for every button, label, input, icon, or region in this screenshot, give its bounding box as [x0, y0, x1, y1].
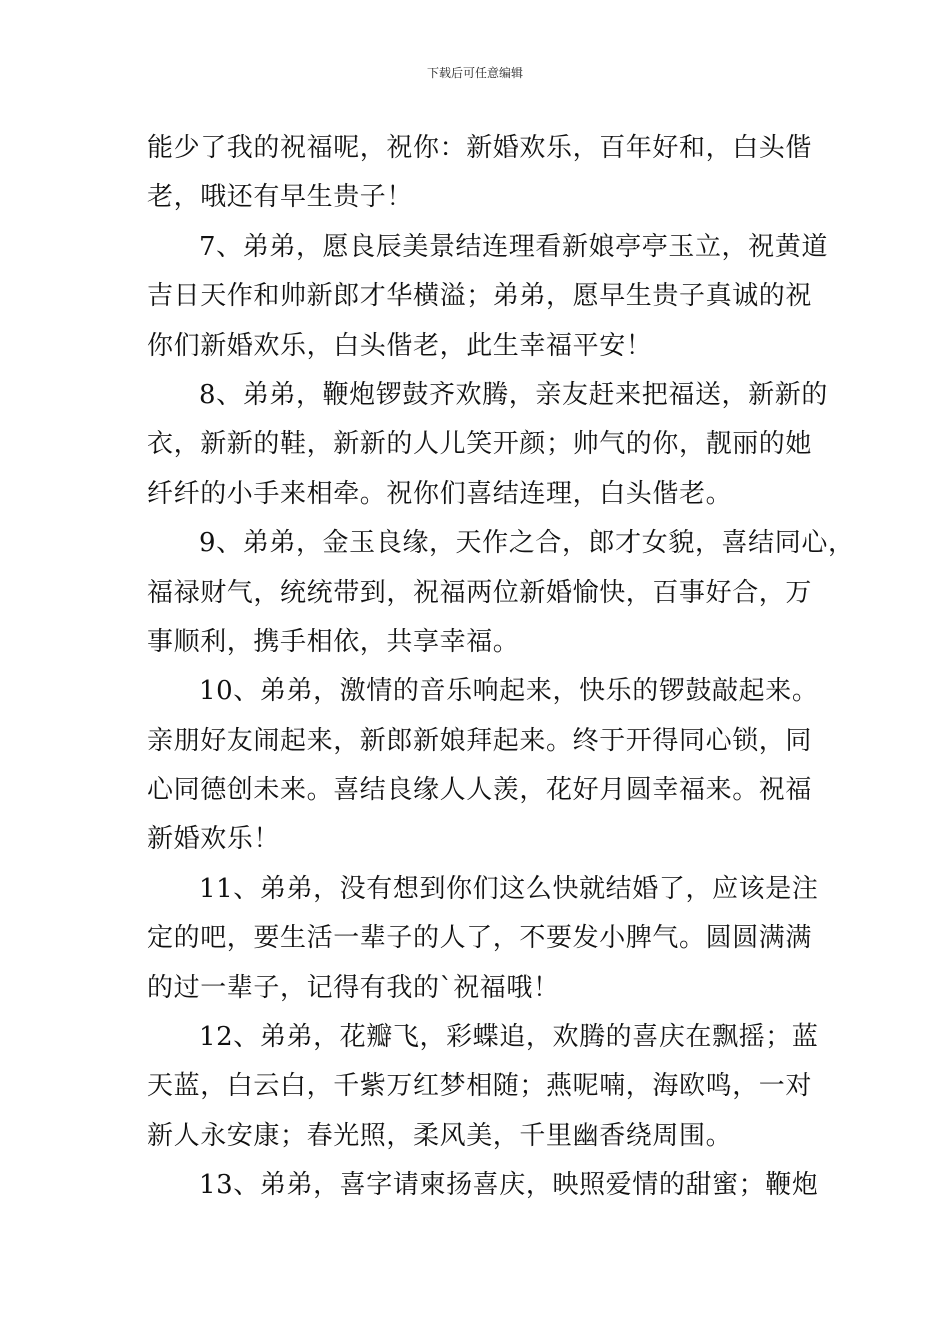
paragraph-first-line: 9、弟弟，金玉良缘，天作之合，郎才女貌，喜结同心， [199, 528, 855, 559]
text-line: 吉日天作和帅新郎才华横溢；弟弟，愿早生贵子真诚的祝 [147, 281, 813, 312]
text-line: 纤纤的小手来相牵。祝你们喜结连理，白头偕老。 [147, 478, 733, 509]
text-line: 新婚欢乐！ [147, 824, 281, 855]
text-line: 心同德创未来。喜结良缘人人羡，花好月圆幸福来。祝福 [147, 775, 813, 806]
text-line: 天蓝，白云白，千紫万红梦相随；燕呢喃，海欧鸣，一对 [147, 1071, 813, 1102]
paragraph-first-line: 10、弟弟，激情的音乐响起来，快乐的锣鼓敲起来。 [199, 676, 819, 707]
paragraph-first-line: 7、弟弟，愿良辰美景结连理看新娘亭亭玉立，祝黄道 [199, 231, 828, 262]
text-line: 亲朋好友闹起来，新郎新娘拜起来。终于开得同心锁，同 [147, 725, 813, 756]
paragraph-first-line: 11、弟弟，没有想到你们这么快就结婚了，应该是注 [199, 873, 819, 904]
page-header: 下载后可任意编辑 [426, 66, 523, 80]
text-line: 你们新婚欢乐，白头偕老，此生幸福平安！ [147, 330, 653, 361]
text-line: 老，哦还有早生贵子！ [147, 182, 414, 213]
text-line: 事顺利，携手相依，共享幸福。 [147, 626, 520, 657]
document-body [147, 124, 855, 1211]
paragraph-first-line: 13、弟弟，喜字请柬扬喜庆，映照爱情的甜蜜；鞭炮 [199, 1170, 819, 1201]
paragraph-first-line: 8、弟弟，鞭炮锣鼓齐欢腾，亲友赶来把福送，新新的 [199, 379, 828, 410]
text-line: 福禄财气，统统带到，祝福两位新婚愉快，百事好合，万 [147, 577, 813, 608]
text-line: 能少了我的祝福呢，祝你：新婚欢乐，百年好和，白头偕 [147, 133, 813, 163]
text-line: 的过一辈子，记得有我的`祝福哦！ [147, 972, 560, 1003]
paragraph-first-line: 12、弟弟，花瓣飞，彩蝶追，欢腾的喜庆在飘摇；蓝 [199, 1022, 819, 1053]
text-line: 衣，新新的鞋，新新的人儿笑开颜；帅气的你，靓丽的她 [147, 429, 813, 460]
text-line: 定的吧，要生活一辈子的人了，不要发小脾气。圆圆满满 [147, 923, 813, 954]
text-line: 新人永安康；春光照，柔风美，千里幽香绕周围。 [147, 1120, 733, 1151]
